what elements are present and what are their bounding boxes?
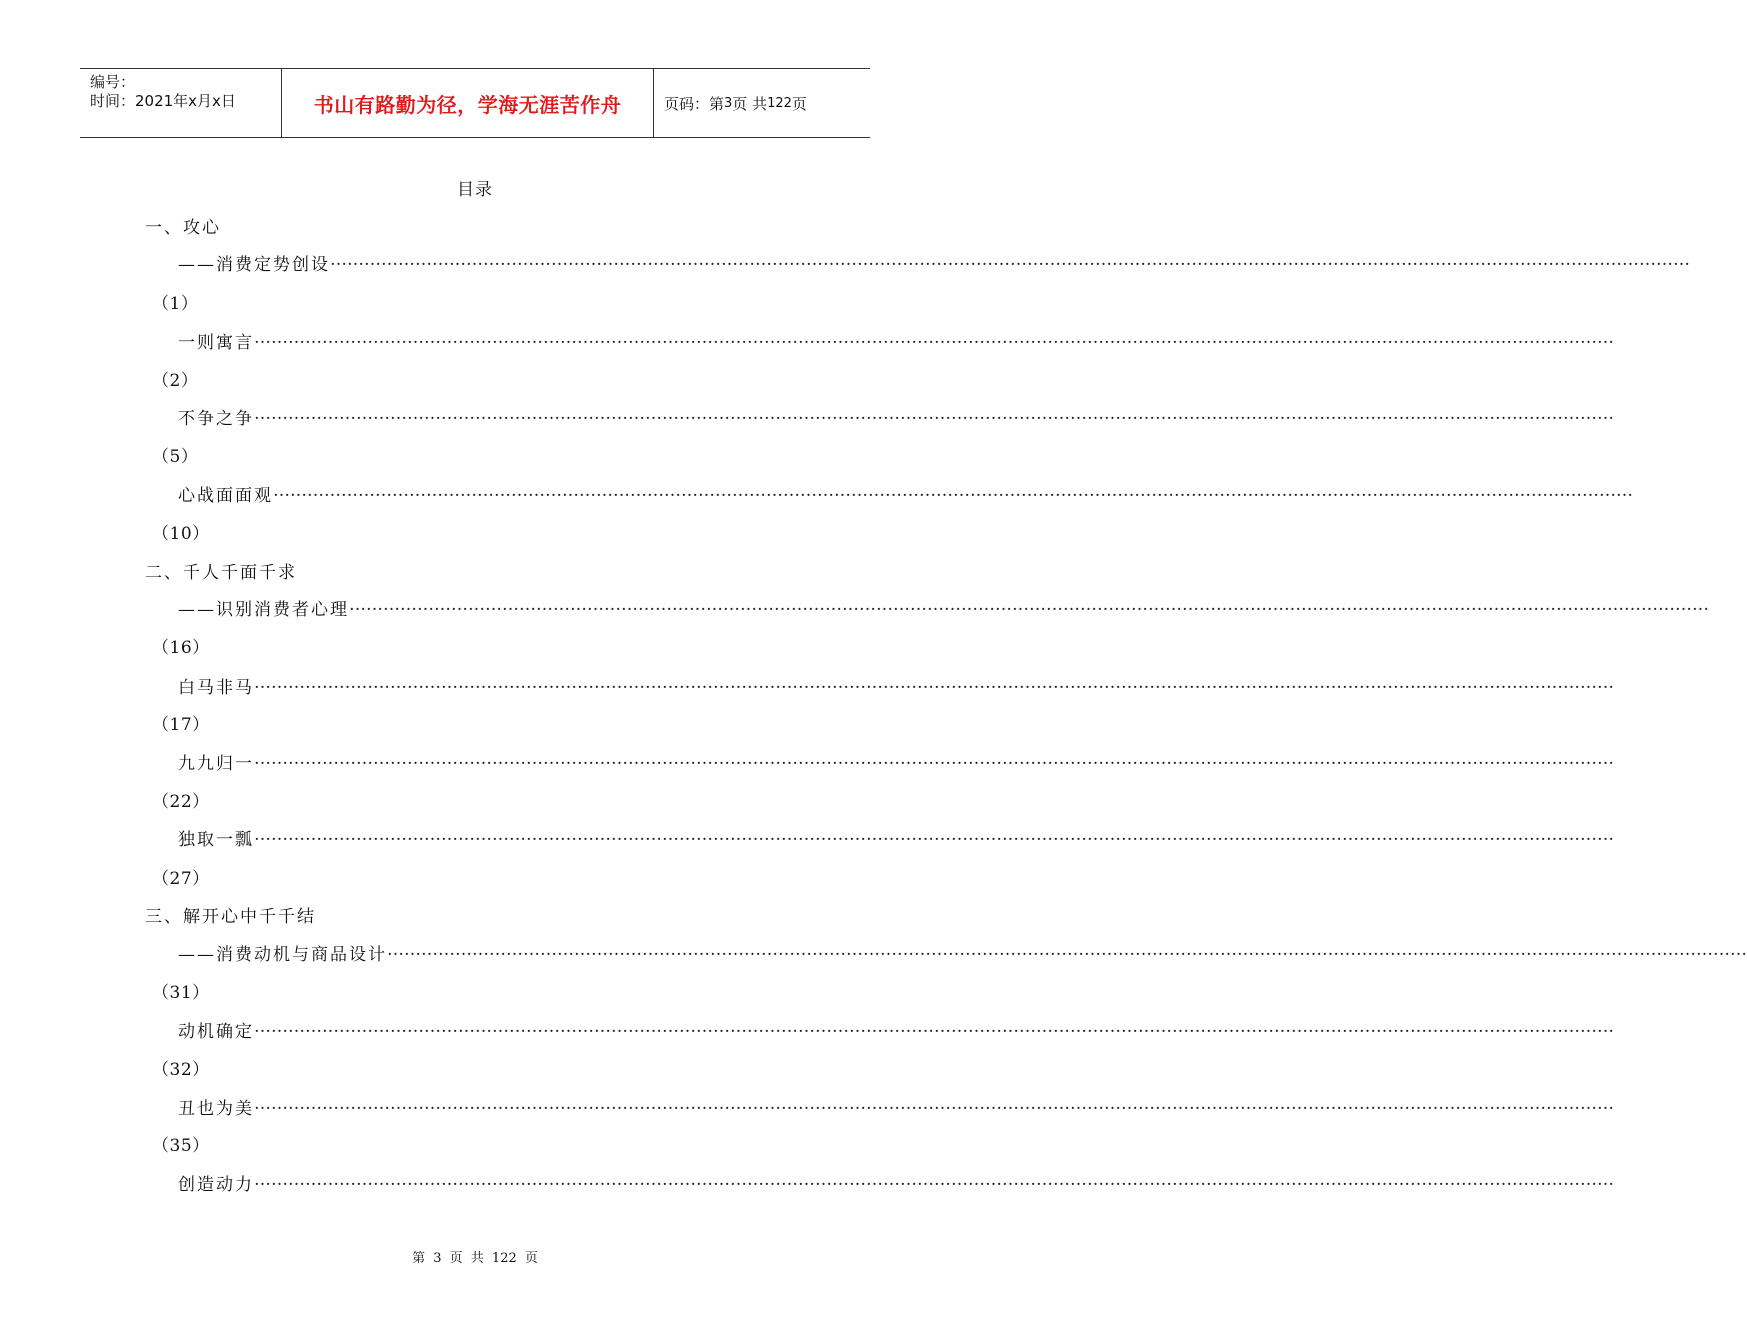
toc-item-label: 动机确定	[178, 1022, 254, 1042]
toc-item-label: 丑也为美	[178, 1099, 254, 1119]
toc-item	[178, 673, 1614, 698]
toc-item-page: （32）	[152, 1060, 210, 1080]
total-pages: 122	[767, 95, 792, 111]
toc-item	[178, 404, 1614, 429]
toc-item-label: 九九归一	[178, 754, 254, 774]
toc-item	[178, 825, 1614, 850]
toc-item	[178, 250, 1690, 275]
page-footer: 第 3 页 共 122 页	[412, 1251, 538, 1266]
page-header	[80, 68, 870, 138]
toc-item-label: 创造动力	[178, 1175, 254, 1195]
document-time: 时间：2021年x月x日	[90, 92, 236, 110]
toc-item-label: ——消费动机与商品设计	[178, 945, 387, 965]
toc-leader-dots: ……………………………………………………………………………………………………………………………………………………………………………………………………………………	[273, 481, 1633, 501]
toc-leader-dots: ……………………………………………………………………………………………………………………………………………………………………………………………………………………	[254, 1017, 1614, 1037]
header-meta	[80, 69, 282, 137]
toc-item-page: （10）	[152, 524, 210, 544]
toc-leader-dots: ……………………………………………………………………………………………………………………………………………………………………………………………………………………	[254, 404, 1614, 424]
toc-item	[178, 328, 1614, 353]
toc-item-page: （35）	[152, 1136, 210, 1156]
toc-leader-dots: ……………………………………………………………………………………………………………………………………………………………………………………………………………………	[387, 940, 1747, 960]
page-number: 3	[724, 95, 733, 111]
toc-item	[178, 1094, 1614, 1119]
toc-item-label: 不争之争	[178, 409, 254, 429]
header-page-info	[654, 69, 870, 137]
toc-item-label: 独取一瓢	[178, 830, 254, 850]
toc-title: 目录	[457, 180, 493, 200]
toc-item-label: 心战面面观	[178, 486, 273, 506]
toc-item-label: ——消费定势创设	[178, 255, 330, 275]
toc-leader-dots: ……………………………………………………………………………………………………………………………………………………………………………………………………………………	[254, 328, 1614, 348]
toc-item-page: （16）	[152, 638, 210, 658]
toc-item-page: （31）	[152, 983, 210, 1003]
toc-item-page: （27）	[152, 869, 210, 889]
toc-leader-dots: ……………………………………………………………………………………………………………………………………………………………………………………………………………………	[254, 825, 1614, 845]
toc-item-label: 一则寓言	[178, 333, 254, 353]
motto: 书山有路勤为径，学海无涯苦作舟	[313, 92, 622, 117]
toc-leader-dots: ……………………………………………………………………………………………………………………………………………………………………………………………………………………	[254, 673, 1614, 693]
toc-leader-dots: ……………………………………………………………………………………………………………………………………………………………………………………………………………………	[349, 595, 1709, 615]
toc-item	[178, 1170, 1614, 1195]
toc-item-label: ——识别消费者心理	[178, 600, 349, 620]
page-suffix: 页	[791, 94, 807, 113]
toc-item-page: （1）	[152, 294, 199, 314]
toc-item	[178, 940, 1747, 965]
toc-item	[178, 481, 1633, 506]
toc-item	[178, 749, 1614, 774]
toc-item-page: （2）	[152, 371, 199, 391]
document-number-label: 编号：	[90, 73, 136, 91]
toc-leader-dots: ……………………………………………………………………………………………………………………………………………………………………………………………………………………	[254, 1094, 1614, 1114]
toc-item	[178, 595, 1709, 620]
toc-item-page: （5）	[152, 447, 199, 467]
toc-section-title: 二、千人千面千求	[145, 563, 297, 583]
page-prefix: 页码：第	[664, 94, 725, 113]
header-motto-cell	[282, 69, 654, 137]
toc-section-title: 一、攻心	[145, 218, 221, 238]
toc-item	[178, 1017, 1614, 1042]
toc-leader-dots: ……………………………………………………………………………………………………………………………………………………………………………………………………………………	[330, 250, 1690, 270]
toc-leader-dots: ……………………………………………………………………………………………………………………………………………………………………………………………………………………	[254, 749, 1614, 769]
page-mid: 页 共	[732, 94, 768, 113]
toc-item-label: 白马非马	[178, 678, 254, 698]
toc-item-page: （17）	[152, 715, 210, 735]
toc-item-page: （22）	[152, 792, 210, 812]
toc-section-title: 三、解开心中千千结	[145, 907, 316, 927]
toc-leader-dots: ……………………………………………………………………………………………………………………………………………………………………………………………………………………	[254, 1170, 1614, 1190]
